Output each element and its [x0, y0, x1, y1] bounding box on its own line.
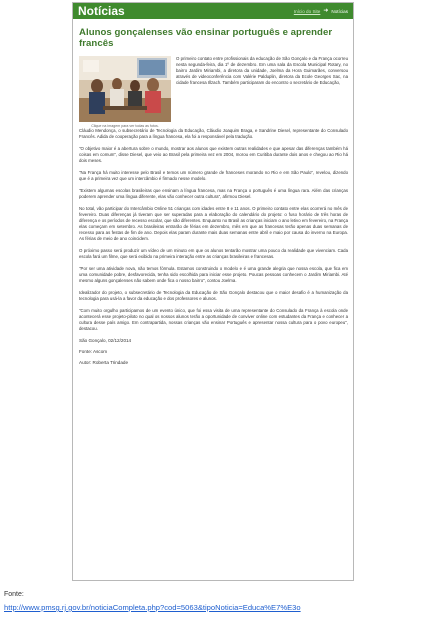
article-photo[interactable] [79, 56, 171, 122]
lead-block [79, 56, 348, 128]
article-paragraph: Idealizador do projeto, o subsecretário de Tecnologia da Educação de São Gonçalo destacou que o maior desafio é a humanização da tecnologia para usá-la a favor da educação e dos professores e alunos. [79, 290, 348, 301]
article-author: Autor: Roberta Trindade [79, 360, 129, 365]
lead-paragraph: O primeiro contato entre profissionais da educação de São Gonçalo e da França ocorreu nesta segunda-feira, dia 1º de dezembro. Em uma sala da Escola Municipal Rotary, no bairro Jardim Miriambi, a diretora da unidade, Joelma da Hora Guimarães, conversou através de videoconferência com Valérie Palduplin, diretora da Ecole Georges Sac, na cidade francesa Illzach. Também participaram do encontro o secretário de Educação, [176, 56, 348, 85]
article-paragraph: O próximo passo será produzir um vídeo de um minuto em que os alunos tentarão mostrar uma pouco da realidade que vivenciam. Cada escola fará um filme, que será exibido na primeira interação entre as crianças brasileiras e francesas. [79, 248, 348, 259]
article-paragraph: "Na França há muito interesse pelo Brasil e temos um número grande de franceses morando no Rio e em São Paulo", revelou, dizendo que é a primeira vez que um intercâmbio é firmado nesse modelo. [79, 170, 348, 181]
photo-caption: Clique na imagem para ver todas as fotos. [91, 124, 159, 128]
news-page [72, 2, 354, 581]
photo-block [79, 56, 171, 128]
article-headline: Alunos gonçalenses vão ensinar português e aprender francês [79, 27, 333, 49]
article-paragraph: "Por ser uma atividade nova, não temos fórmula. Estamos construindo o modelo e é uma grande alegria que nossa escola, que fica em uma comunidade pobre, desfavorecida, tenha sido escolhida para iniciar esse projeto. Poucas pessoas conhecem o Jardim Miriambi. Até mesmo alguns gonçalenses não sabem onde fica o nosso bairro", contou Joelma. [79, 266, 348, 283]
article-paragraph: "Com muito orgulho participamos de um evento único, que foi essa visita de uma representante do Consulado da França à escola onde acontecerá esse projeto-piloto no qual os nossos alunos terão a oportunidade de conviver online com estudantes da França e conhecer a cultura desse país amigo. Em contrapartida, nossas crianças vão ensinar Português e apresentar nossa cultura para o povo europeu", destacou. [79, 308, 348, 331]
meeting-photo-image [79, 56, 171, 122]
article-dateline: São Gonçalo, 02/12/2014 [79, 338, 132, 343]
arrow-right-icon: ➜ [323, 8, 329, 14]
article [73, 19, 353, 365]
section-title: Notícias [78, 4, 125, 18]
article-paragraph: "Existem algumas escolas brasileiras que ensinam a língua francesa, mas na França o português é uma língua rara. Além das crianças poderem aprender uma língua diferente, elas vão conhecer outra cultura", afirmou Diesel. [79, 188, 348, 199]
article-source: Fonte: Ascom [79, 349, 108, 354]
breadcrumb [294, 8, 348, 14]
source-label: Fonte: [4, 591, 24, 598]
breadcrumb-current: Notícias [331, 8, 348, 14]
breadcrumb-home-link[interactable]: Início do Site [293, 8, 321, 14]
lead-paragraph-continued: Cláudio Mendonça, o subsecretário de Tecnologia da Educação, Cláudio Joaquim Braga, e Sandrine Diesel, representante do Consulado Francês. Adida de cooperação para a língua francesa, ela foi a responsável pela tradução. [79, 128, 348, 139]
section-header [73, 3, 353, 19]
source-url-link[interactable]: http://www.pmsg.rj.gov.br/noticiaCompleta.php?cod=5063&tipoNoticia=Educa%E7%E3o [4, 603, 301, 612]
article-paragraph: "O objetivo maior é a abertura sobre o mundo, mostrar aos alunos que existem outras realidades e que apesar das diferenças também há coisas em comum", disse Diesel, que veio ao Brasil pela primeira vez em 2004, morou em Curitiba durante dois anos e chegou ao Rio há dois meses. [79, 146, 348, 163]
article-paragraph: No total, vão participar do Intercâmbio Online 51 crianças com idades entre 8 e 11 anos. O primeiro contato entre elas ocorrerá no mês de fevereiro. Duas diferenças já tiveram que ser superadas para a elaboração do calendário do projeto: o fuso horário de três horas de diferença e os períodos de recesso escolar, que são diferentes. Enquanto no Brasil as crianças iniciam o ano letivo em fevereiro, na França elas começam em setembro. As brasileiras entrarão de férias em dezembro, mês em que as francesas terão apenas duas semanas de recesso para as festas de fim de ano. Depois elas param durante mais duas semanas entre abril e maio por causa do inverno na Europa. As férias de meio de ano coincidem. [79, 206, 348, 241]
